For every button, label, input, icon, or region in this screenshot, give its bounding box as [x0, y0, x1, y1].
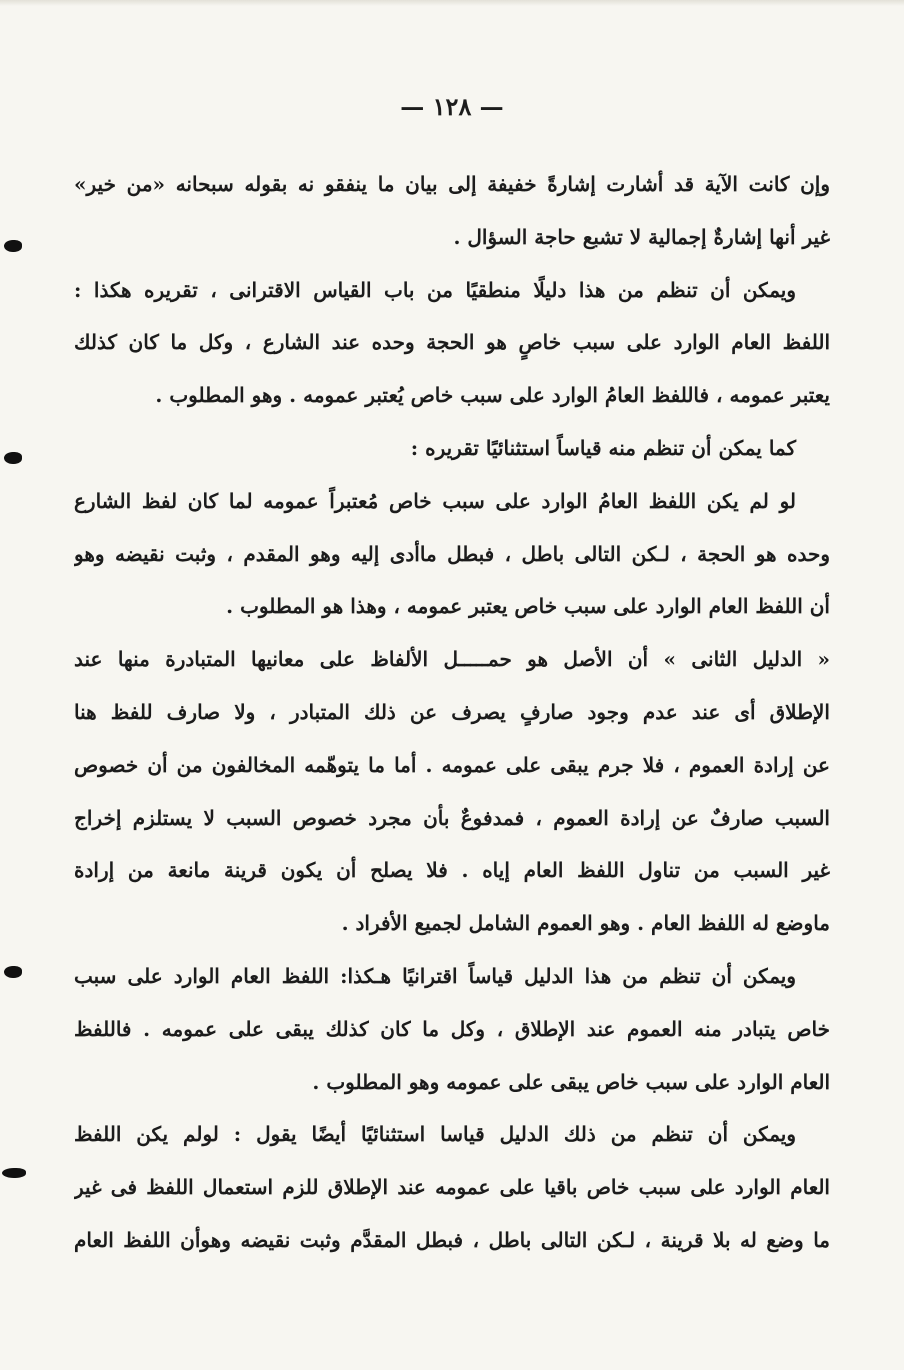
text-line: خاص يتبادر منه العموم عند الإطلاق ، وكل ما كان كذلك يبقى على عمومه . فاللفظ [74, 1016, 830, 1041]
margin-ink-mark [4, 240, 22, 252]
page-number: — ١٢٨ — [400, 92, 504, 121]
text-line: اللفظ العام الوارد على سبب خاصٍ هو الحجة وحده عند الشارع ، وكل ما كان كذلك [74, 330, 830, 355]
body-text [74, 158, 830, 1267]
text-line: العام الوارد على سبب خاص يبقى على عمومه وهو المطلوب . [312, 1069, 830, 1094]
text-line: ماوضع له اللفظ العام . وهو العموم الشامل لجميع الأفراد . [341, 911, 830, 936]
text-line: وحده هو الحجة ، لـكن التالى باطل ، فبطل ماأدى إليه وهو المقدم ، وثبت نقيضه وهو [74, 541, 830, 566]
text-line: « الدليل الثانى » أن الأصل هو حمـــــل الألفاظ على معانيها المتبادرة منها عند [74, 647, 830, 672]
margin-ink-mark [2, 1168, 26, 1178]
text-line: عن إرادة العموم ، فلا جرم يبقى على عمومه . أما ما يتوهّمه المخالفون من أن خصوص [74, 752, 830, 777]
text-line: السبب صارفٌ عن إرادة العموم ، فمدفوعٌ بأن مجرد خصوص السبب لا يستلزم إخراج [74, 805, 830, 830]
text-line: كما يمكن أن تنظم منه قياساً استثنائيًا تقريره : [410, 435, 796, 460]
text-line: ويمكن أن تنظم من هذا دليلًا منطقيًا من باب القياس الاقترانى ، تقريره هكذا : [74, 277, 796, 302]
text-line: الإطلاق أى عند عدم وجود صارفٍ يصرف عن ذلك المتبادر ، ولا صارف للفظ هنا [74, 699, 830, 724]
text-line: يعتبر عمومه ، فاللفظ العامُ الوارد على سبب خاص يُعتبر عمومه . وهو المطلوب . [155, 383, 830, 408]
text-line: غير أنها إشارةٌ إجمالية لا تشبع حاجة السؤال . [453, 224, 830, 249]
text-line: أن اللفظ العام الوارد على سبب خاص يعتبر عمومه ، وهذا هو المطلوب . [226, 594, 830, 619]
text-line: ويمكن أن تنظم من هذا الدليل قياساً اقترانيًا هـكذا: اللفظ العام الوارد على سبب [74, 963, 796, 988]
text-line: العام الوارد على سبب خاص باقيا على عمومه عند الإطلاق للزم استعمال اللفظ فى غير [74, 1175, 830, 1200]
text-line: غير السبب من تناول اللفظ العام إياه . فلا يصلح أن يكون قرينة مانعة من إرادة [74, 858, 830, 883]
margin-ink-mark [4, 966, 22, 978]
text-line: وإن كانت الآية قد أشارت إشارةً خفيفة إلى بيان ما ينفقو نه بقوله سبحانه «من خير» [74, 172, 830, 196]
text-line: ويمكن أن تنظم من ذلك الدليل قياسا استثنائيًا أيضًا يقول : لولم يكن اللفظ [74, 1122, 796, 1147]
text-line: ما وضع له بلا قرينة ، لـكن التالى باطل ، فبطل المقدَّم وثبت نقيضه وهوأن اللفظ العام [74, 1227, 830, 1252]
scan-edge [0, 0, 904, 6]
margin-ink-mark [4, 452, 22, 464]
text-line: لو لم يكن اللفظ العامُ الوارد على سبب خاص مُعتبراً عمومه لما كان لفظ الشارع [74, 488, 796, 513]
